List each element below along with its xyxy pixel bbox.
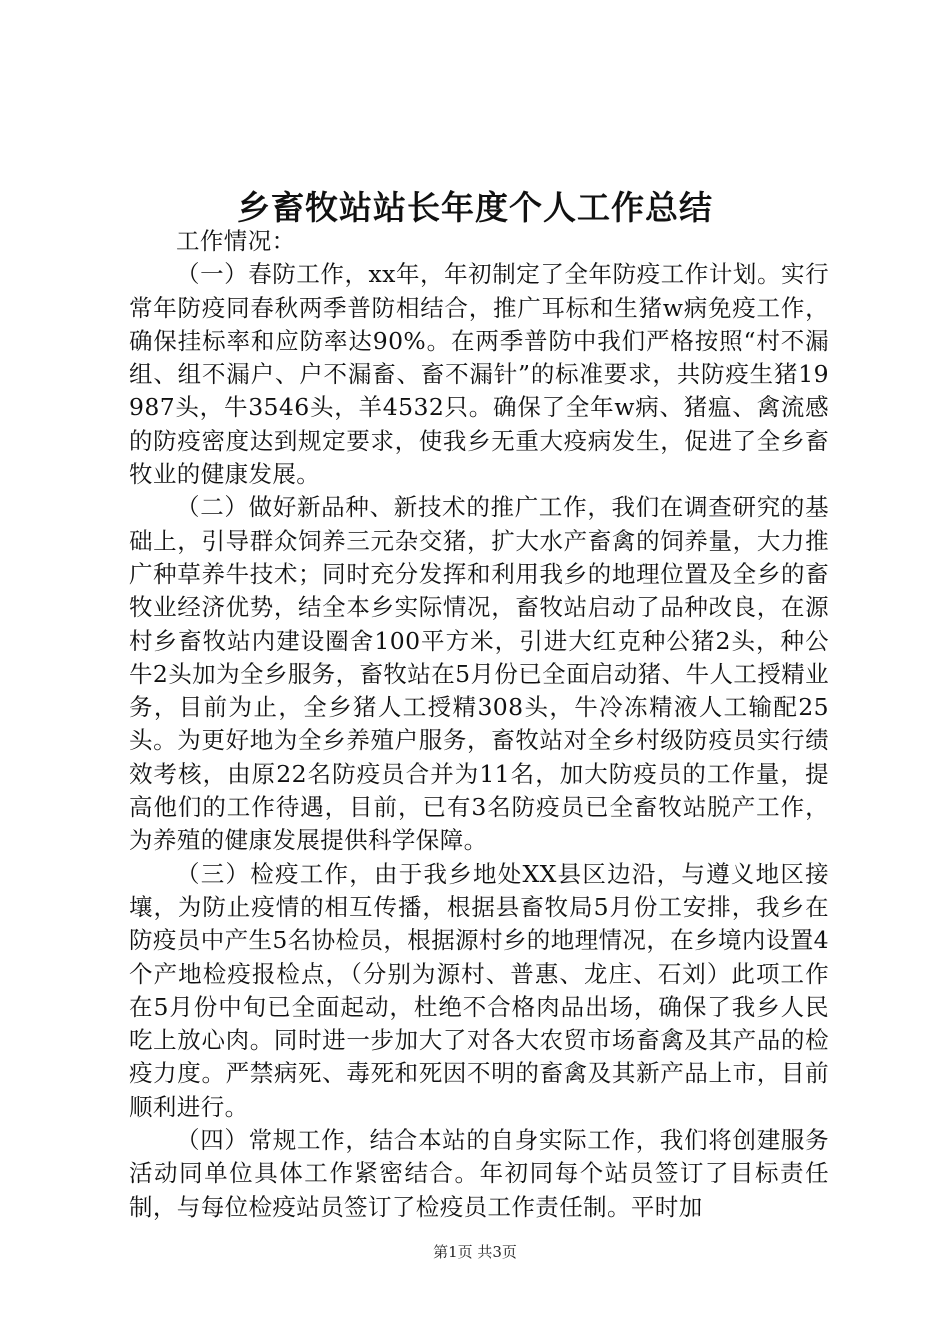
page-footer: 第1页 共3页 — [433, 1243, 517, 1261]
paragraph-routine-work: （四）常规工作，结合本站的自身实际工作，我们将创建服务活动同单位具体工作紧密结合。年初同每个站员签订了目标责任制，与每位检疫站员签订了检疫员工作责任制。平时加 — [129, 1126, 829, 1221]
document-body — [129, 225, 829, 1224]
paragraph-spring-prevention: （一）春防工作，xx年，年初制定了全年防疫工作计划。实行常年防疫同春秋两季普防相结合，推广耳标和生猪w病免疫工作，确保挂标率和应防率达90%。在两季普防中我们严格按照“村不漏组、组不漏户、户不漏畜、畜不漏针”的标准要求，共防疫生猪19987头，牛3546头，羊4532只。确保了全年w病、猪瘟、禽流感的防疫密度达到规定要求，使我乡无重大疫病发生，促进了全乡畜牧业的健康发展。 — [129, 260, 829, 489]
document-title: 乡畜牧站站长年度个人工作总结 — [237, 188, 713, 227]
paragraph-work-status: 工作情况： — [176, 227, 296, 255]
paragraph-quarantine: （三）检疫工作，由于我乡地处XX县区边沿，与遵义地区接壤，为防止疫情的相互传播，根据县畜牧局5月份工安排，我乡在防疫员中产生5名协检员，根据源村乡的地理情况，在乡境内设置4个产地检疫报检点，（分别为源村、普惠、龙庄、石刘）此项工作在5月份中旬已全面起动，杜绝不合格肉品出场，确保了我乡人民吃上放心肉。同时进一步加大了对各大农贸市场畜禽及其产品的检疫力度。严禁病死、毒死和死因不明的畜禽及其新产品上市，目前顺利进行。 — [129, 859, 829, 1121]
paragraph-new-breeds: （二）做好新品种、新技术的推广工作，我们在调查研究的基础上，引导群众饲养三元杂交猪，扩大水产畜禽的饲养量，大力推广种草养牛技术；同时充分发挥和利用我乡的地理位置及全乡的畜牧业经济优势，结全本乡实际情况，畜牧站启动了品种改良，在源村乡畜牧站内建设圈舍100平方米，引进大红克种公猪2头，种公牛2头加为全乡服务，畜牧站在5月份已全面启动猪、牛人工授精业务，目前为止，全乡猪人工授精308头，牛冷冻精液人工输配25头。为更好地为全乡养殖户服务，畜牧站对全乡村级防疫员实行绩效考核，由原22名防疫员合并为11名，加大防疫员的工作量，提高他们的工作待遇，目前，已有3名防疫员已全畜牧站脱产工作，为养殖的健康发展提供科学保障。 — [129, 493, 829, 855]
